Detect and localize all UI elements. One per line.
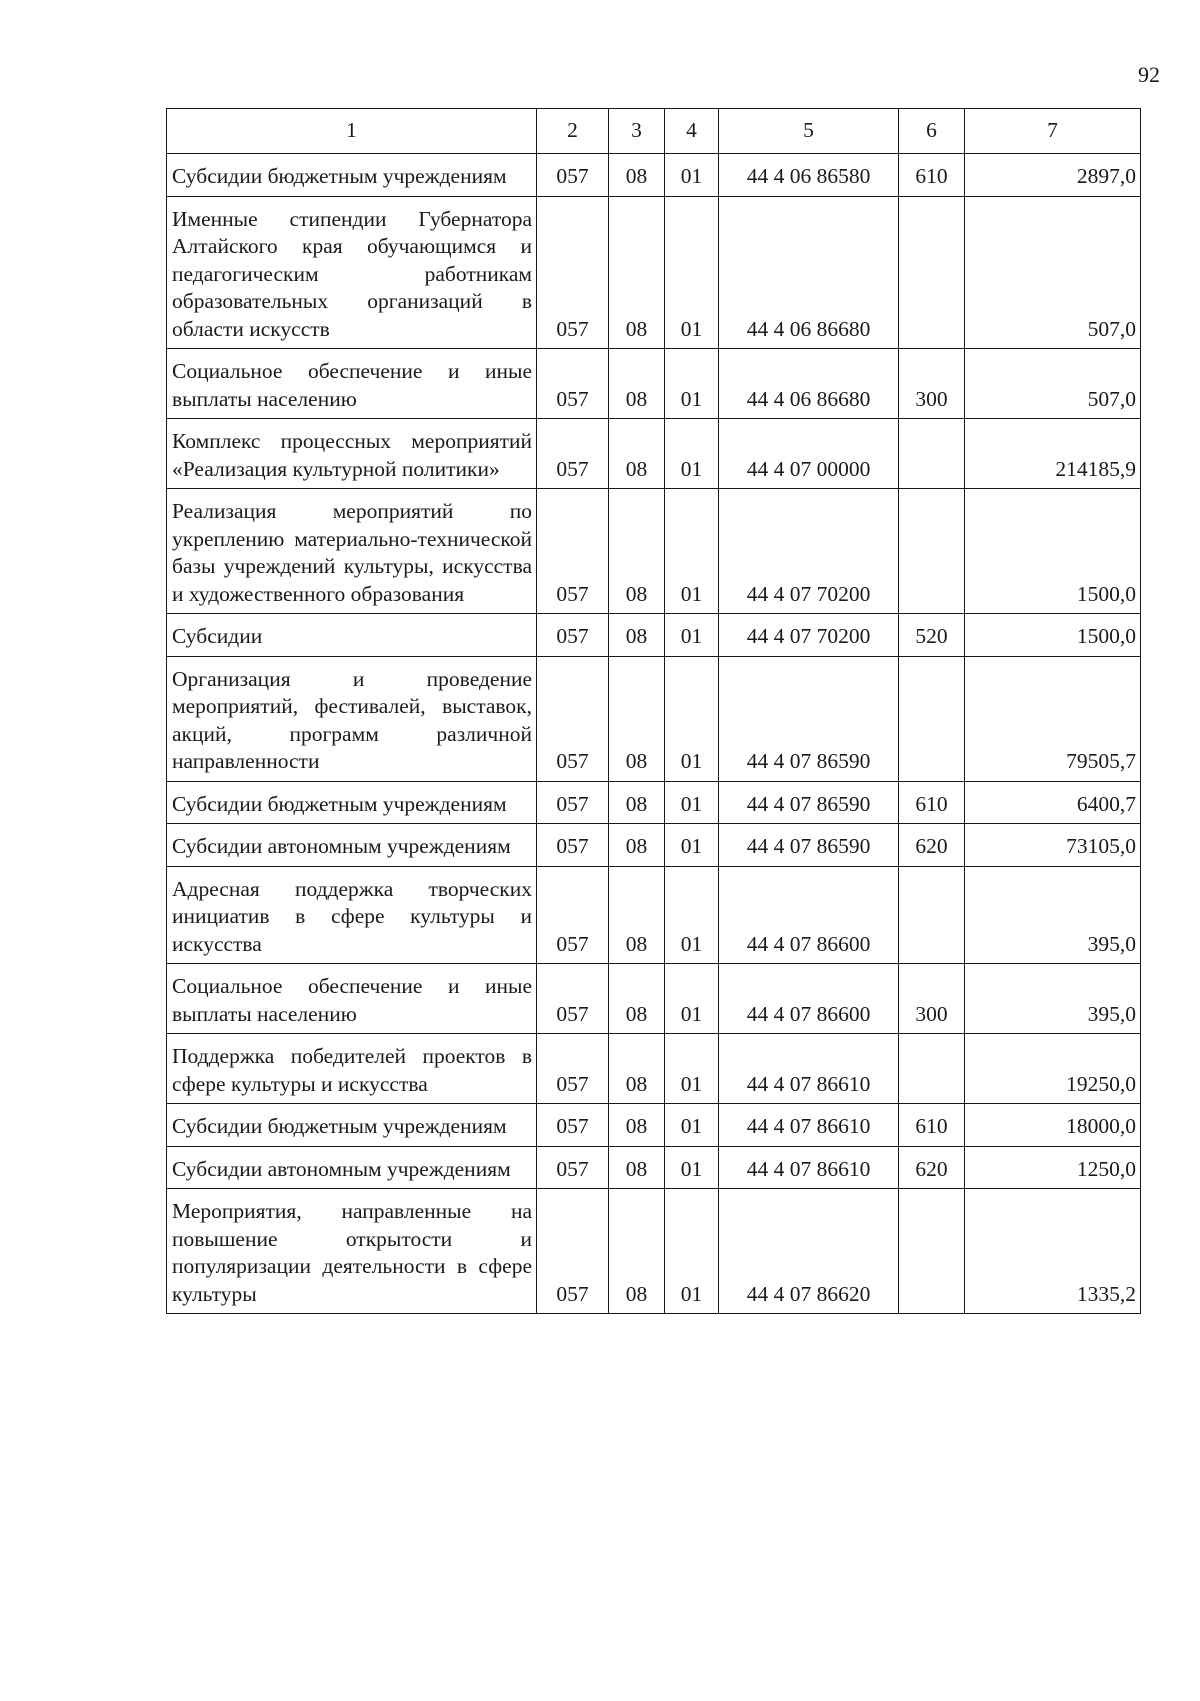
table-row	[167, 824, 1141, 867]
section-code-cell: 08	[609, 1104, 665, 1147]
target-article-cell: 44 4 07 86600	[719, 866, 899, 964]
subsection-code-cell: 01	[665, 489, 719, 614]
table-row	[167, 1104, 1141, 1147]
table-row	[167, 866, 1141, 964]
admin-code-cell: 057	[537, 154, 609, 197]
amount-cell: 395,0	[965, 866, 1141, 964]
amount-cell: 1250,0	[965, 1146, 1141, 1189]
row-description: Мероприятия, направленные на повышение открытости и популяризации деятельности в сфере культуры	[167, 1189, 537, 1314]
target-article-cell: 44 4 07 86610	[719, 1104, 899, 1147]
target-article-cell: 44 4 07 86610	[719, 1146, 899, 1189]
table-body	[167, 154, 1141, 1314]
admin-code-cell: 057	[537, 349, 609, 419]
row-description: Субсидии бюджетным учреждениям	[167, 1104, 537, 1147]
expense-type-cell: 520	[899, 614, 965, 657]
row-description: Социальное обеспечение и иные выплаты населению	[167, 349, 537, 419]
column-header: 4	[665, 109, 719, 154]
column-header: 5	[719, 109, 899, 154]
subsection-code-cell: 01	[665, 196, 719, 349]
table-row	[167, 964, 1141, 1034]
section-code-cell: 08	[609, 349, 665, 419]
header-row	[167, 109, 1141, 154]
admin-code-cell: 057	[537, 196, 609, 349]
expense-type-cell: 300	[899, 349, 965, 419]
column-header: 7	[965, 109, 1141, 154]
table-row	[167, 196, 1141, 349]
page-number: 92	[1138, 62, 1160, 87]
expense-type-cell	[899, 656, 965, 781]
table-row	[167, 781, 1141, 824]
subsection-code-cell: 01	[665, 824, 719, 867]
table-row	[167, 1189, 1141, 1314]
row-description: Субсидии автономным учреждениям	[167, 824, 537, 867]
amount-cell: 73105,0	[965, 824, 1141, 867]
subsection-code-cell: 01	[665, 614, 719, 657]
table-row	[167, 489, 1141, 614]
expense-type-cell: 610	[899, 1104, 965, 1147]
target-article-cell: 44 4 07 86600	[719, 964, 899, 1034]
column-header: 2	[537, 109, 609, 154]
table-row	[167, 419, 1141, 489]
target-article-cell: 44 4 07 86590	[719, 656, 899, 781]
row-description: Социальное обеспечение и иные выплаты населению	[167, 964, 537, 1034]
section-code-cell: 08	[609, 866, 665, 964]
expense-type-cell	[899, 866, 965, 964]
admin-code-cell: 057	[537, 824, 609, 867]
target-article-cell: 44 4 07 00000	[719, 419, 899, 489]
expense-type-cell	[899, 1189, 965, 1314]
subsection-code-cell: 01	[665, 1189, 719, 1314]
expense-type-cell: 300	[899, 964, 965, 1034]
admin-code-cell: 057	[537, 614, 609, 657]
row-description: Адресная поддержка творческих инициатив в сфере культуры и искусства	[167, 866, 537, 964]
amount-cell: 214185,9	[965, 419, 1141, 489]
section-code-cell: 08	[609, 964, 665, 1034]
target-article-cell: 44 4 07 86590	[719, 824, 899, 867]
row-description: Организация и проведение мероприятий, фестивалей, выставок, акций, программ различной направленности	[167, 656, 537, 781]
table-row	[167, 656, 1141, 781]
amount-cell: 2897,0	[965, 154, 1141, 197]
subsection-code-cell: 01	[665, 866, 719, 964]
section-code-cell: 08	[609, 419, 665, 489]
amount-cell: 18000,0	[965, 1104, 1141, 1147]
subsection-code-cell: 01	[665, 781, 719, 824]
column-header: 6	[899, 109, 965, 154]
target-article-cell: 44 4 06 86580	[719, 154, 899, 197]
amount-cell: 1500,0	[965, 614, 1141, 657]
section-code-cell: 08	[609, 824, 665, 867]
target-article-cell: 44 4 07 86610	[719, 1034, 899, 1104]
table-row	[167, 1034, 1141, 1104]
target-article-cell: 44 4 07 86590	[719, 781, 899, 824]
amount-cell: 507,0	[965, 196, 1141, 349]
admin-code-cell: 057	[537, 656, 609, 781]
section-code-cell: 08	[609, 781, 665, 824]
row-description: Субсидии автономным учреждениям	[167, 1146, 537, 1189]
amount-cell: 6400,7	[965, 781, 1141, 824]
section-code-cell: 08	[609, 614, 665, 657]
section-code-cell: 08	[609, 154, 665, 197]
row-description: Комплекс процессных мероприятий «Реализация культурной политики»	[167, 419, 537, 489]
amount-cell: 1335,2	[965, 1189, 1141, 1314]
amount-cell: 507,0	[965, 349, 1141, 419]
section-code-cell: 08	[609, 1146, 665, 1189]
amount-cell: 395,0	[965, 964, 1141, 1034]
subsection-code-cell: 01	[665, 154, 719, 197]
table-row	[167, 1146, 1141, 1189]
subsection-code-cell: 01	[665, 1034, 719, 1104]
section-code-cell: 08	[609, 489, 665, 614]
expense-type-cell	[899, 419, 965, 489]
expense-type-cell: 620	[899, 824, 965, 867]
target-article-cell: 44 4 07 70200	[719, 614, 899, 657]
target-article-cell: 44 4 07 70200	[719, 489, 899, 614]
column-header: 1	[167, 109, 537, 154]
amount-cell: 79505,7	[965, 656, 1141, 781]
amount-cell: 19250,0	[965, 1034, 1141, 1104]
row-description: Субсидии	[167, 614, 537, 657]
target-article-cell: 44 4 07 86620	[719, 1189, 899, 1314]
admin-code-cell: 057	[537, 1189, 609, 1314]
expense-type-cell: 620	[899, 1146, 965, 1189]
table-header	[167, 109, 1141, 154]
amount-cell: 1500,0	[965, 489, 1141, 614]
row-description: Субсидии бюджетным учреждениям	[167, 781, 537, 824]
budget-table	[166, 108, 1141, 1314]
section-code-cell: 08	[609, 1189, 665, 1314]
subsection-code-cell: 01	[665, 1104, 719, 1147]
row-description: Субсидии бюджетным учреждениям	[167, 154, 537, 197]
admin-code-cell: 057	[537, 781, 609, 824]
target-article-cell: 44 4 06 86680	[719, 196, 899, 349]
admin-code-cell: 057	[537, 866, 609, 964]
expense-type-cell	[899, 1034, 965, 1104]
table-row	[167, 349, 1141, 419]
table-row	[167, 614, 1141, 657]
subsection-code-cell: 01	[665, 349, 719, 419]
admin-code-cell: 057	[537, 1104, 609, 1147]
expense-type-cell	[899, 489, 965, 614]
column-header: 3	[609, 109, 665, 154]
subsection-code-cell: 01	[665, 656, 719, 781]
row-description: Реализация мероприятий по укреплению материально-технической базы учреждений культуры, искусства и художественного образования	[167, 489, 537, 614]
admin-code-cell: 057	[537, 489, 609, 614]
row-description: Именные стипендии Губернатора Алтайского края обучающимся и педагогическим работникам образовательных организаций в области искусств	[167, 196, 537, 349]
subsection-code-cell: 01	[665, 419, 719, 489]
section-code-cell: 08	[609, 656, 665, 781]
subsection-code-cell: 01	[665, 1146, 719, 1189]
admin-code-cell: 057	[537, 1146, 609, 1189]
expense-type-cell: 610	[899, 781, 965, 824]
section-code-cell: 08	[609, 1034, 665, 1104]
expense-type-cell: 610	[899, 154, 965, 197]
subsection-code-cell: 01	[665, 964, 719, 1034]
section-code-cell: 08	[609, 196, 665, 349]
admin-code-cell: 057	[537, 964, 609, 1034]
target-article-cell: 44 4 06 86680	[719, 349, 899, 419]
table-row	[167, 154, 1141, 197]
row-description: Поддержка победителей проектов в сфере культуры и искусства	[167, 1034, 537, 1104]
expense-type-cell	[899, 196, 965, 349]
admin-code-cell: 057	[537, 419, 609, 489]
admin-code-cell: 057	[537, 1034, 609, 1104]
